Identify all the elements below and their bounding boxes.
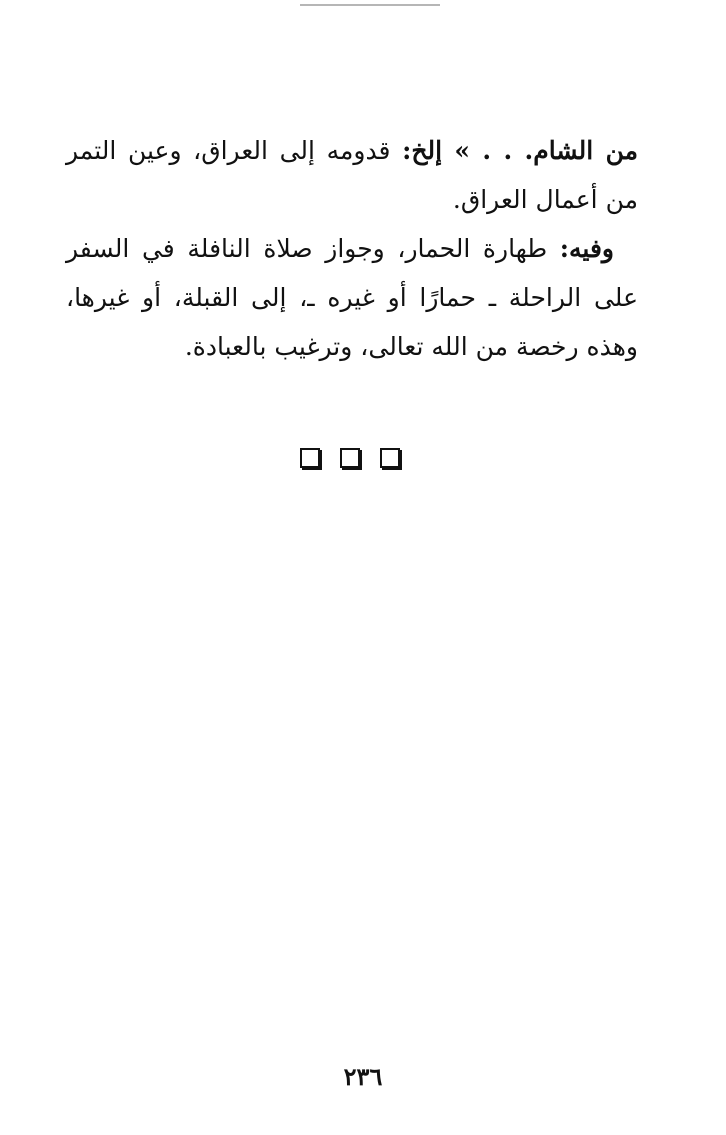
page-number: ٢٣٦ bbox=[343, 1062, 383, 1091]
paragraph-2-lead: وفيه: bbox=[559, 234, 614, 263]
paragraph-2-body: طهارة الحمار، وجواز صلاة النافلة في السفر على الراحلة ـ حمارًا أو غيره ـ، إلى القبلة، أو غيرها، وهذه رخصة من الله تعالى، وترغيب بالعبادة. bbox=[66, 234, 638, 361]
body-text bbox=[66, 126, 638, 371]
square-box-icon bbox=[380, 448, 400, 468]
paragraph-1-lead: من الشام. . . » إلخ: bbox=[402, 136, 638, 165]
square-box-icon bbox=[300, 448, 320, 468]
section-divider-ornament bbox=[300, 447, 400, 469]
paragraph-1 bbox=[66, 126, 638, 224]
paragraph-1-body: قدومه إلى العراق، وعين التمر من أعمال العراق. bbox=[66, 136, 638, 214]
header-rule bbox=[300, 4, 440, 6]
paragraph-2 bbox=[66, 224, 638, 371]
square-box-icon bbox=[340, 448, 360, 468]
